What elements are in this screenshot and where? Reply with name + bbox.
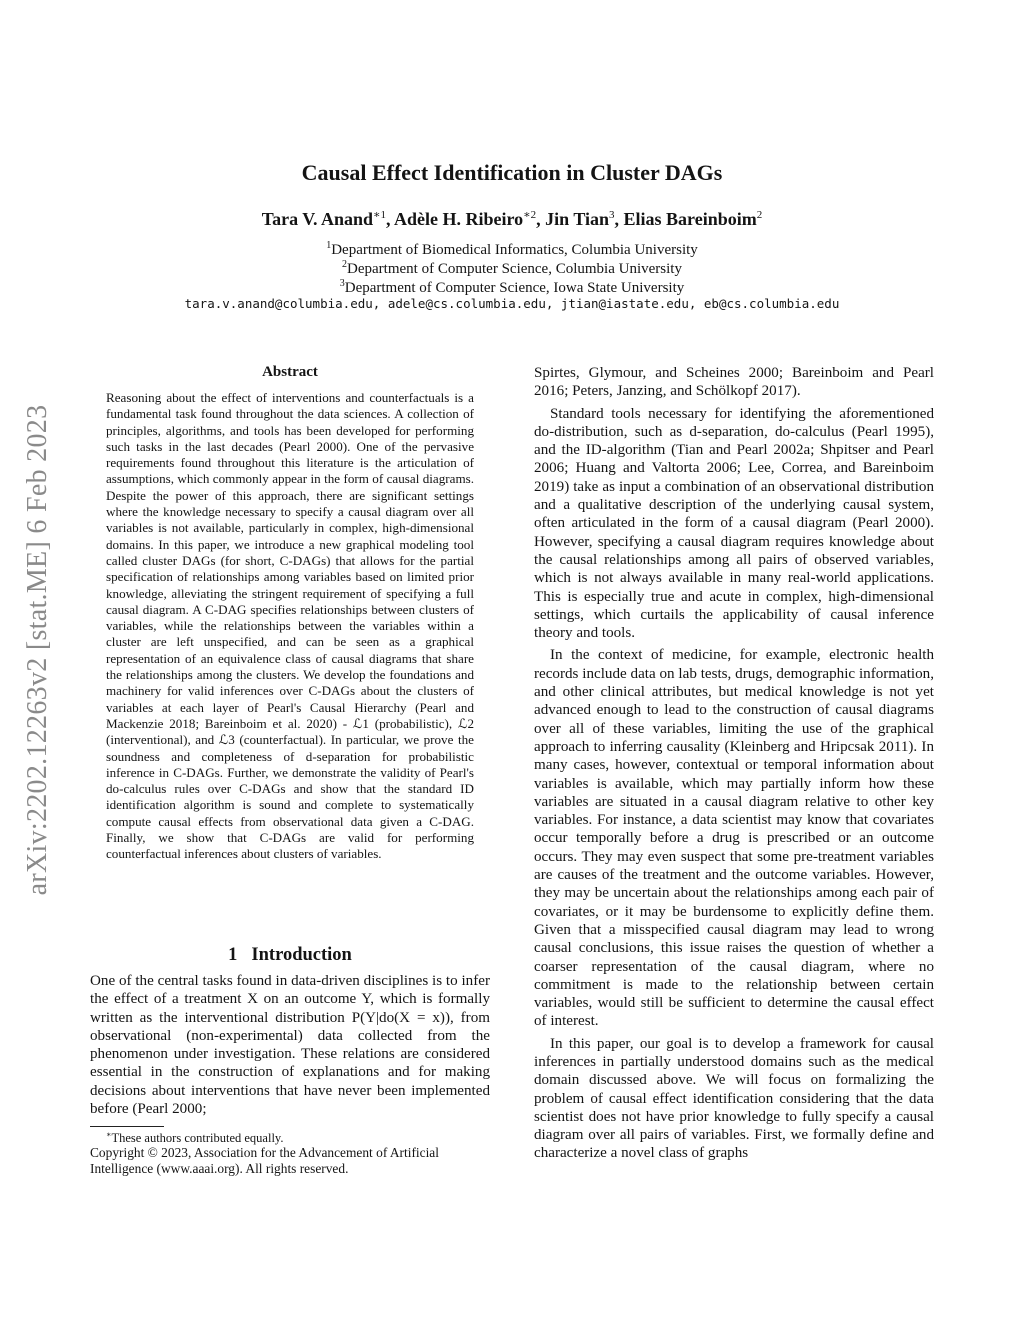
affiliation-number: 3 xyxy=(339,278,345,289)
intro-paragraph: In the context of medicine, for example, electronic health records include data on lab tests, drugs, demographic information, and other clinical attributes, but medical knowledge is not yet advanced enough to lead to the construction of causal diagrams over all of these variables, limiting the use of the graphical approach to inferring causality (Kleinberg and Hripcsak 2011). In many cases, however, contextual or temporal information about variables is available, which may partially inform how these variables are situated in a causal diagram relative to other key variables. For instance, a data scientist may know that covariates occur temporally before a drug is prescribed or an outcome occurs. They may even suspect that some pre-treatment variables are causes of the treatment and the outcome variables. However, they may be uncertain about the relationships among each pair of covariates, or it may be burdensome to explicitly define them. Given that a misspecified causal diagram may lead to wrong causal conclusions, this issue raises the question of whether a coarser representation of the causal diagram, where no commitment is made to the relationship between certain variables, would still be sufficient to determine the causal effect of interest. xyxy=(534,647,934,1030)
intro-paragraph-continued: Spirtes, Glymour, and Scheines 2000; Bareinboim and Pearl 2016; Peters, Janzing, and Schölkopf 2017). xyxy=(534,365,934,400)
affiliation xyxy=(0,240,1024,259)
affiliation-text: Department of Computer Science, Iowa State University xyxy=(344,280,685,296)
footnote xyxy=(106,1130,284,1146)
author-mark: ∗1 xyxy=(373,209,386,221)
affiliation-text: Department of Biomedical Informatics, Columbia University xyxy=(331,242,698,258)
author-mark: 2 xyxy=(756,209,763,221)
author-emails: tara.v.anand@columbia.edu, adele@cs.columbia.edu, jtian@iastate.edu, eb@cs.columbia.edu xyxy=(184,296,840,311)
affiliation-text: Department of Computer Science, Columbia University xyxy=(347,261,682,277)
footnote-text: These authors contributed equally. xyxy=(111,1131,284,1146)
right-column xyxy=(534,364,934,1167)
author-name: Elias Bareinboim xyxy=(623,209,757,229)
footnote-mark: ∗ xyxy=(106,1130,112,1139)
paper-title: Causal Effect Identification in Cluster DAGs xyxy=(301,160,723,185)
abstract-body: Reasoning about the effect of interventions and counterfactuals is a fundamental task found throughout the data sciences. A collection of principles, algorithms, and tools has been developed for performing such tasks in the last decades (Pearl 2000). One of the pervasive requirements found throughout this literature is the articulation of assumptions, which commonly appear in the form of causal diagrams. Despite the power of this approach, there are significant settings where the knowledge necessary to specify a causal diagram over all variables is not available, particularly in complex, high-dimensional domains. In this paper, we introduce a new graphical modeling tool called cluster DAGs (for short, C-DAGs) that allows for the partial specification of relationships among variables based on limited prior knowledge, alleviating the stringent requirement of specifying a full causal diagram. A C-DAG specifies relationships between clusters of variables, while the relationships between the variables within a cluster are left unspecified, and can be seen as a graphical representation of an equivalence class of causal diagrams that share the relationships among the clusters. We develop the foundations and machinery for valid inferences over C-DAGs about the clusters of variables at each layer of Pearl's Causal Hierarchy (Pearl and Mackenzie 2018; Bareinboim et al. 2020) - ℒ1 (probabilistic), ℒ2 (interventional), and ℒ3 (counterfactual). In particular, we prove the soundness and completeness of d-separation for probabilistic inference in C-DAGs. Further, we demonstrate the validity of Pearl's do-calculus rules over C-DAGs and show that the standard ID identification algorithm is sound and complete to systematically compute causal effects from observational data given a C-DAG. Finally, we show that C-DAGs are valid for performing counterfactual inferences about clusters of variables. xyxy=(106,390,474,862)
footnote-rule xyxy=(90,1126,164,1127)
author-name: Tara V. Anand xyxy=(261,209,373,229)
affiliation xyxy=(0,259,1024,278)
intro-paragraph: In this paper, our goal is to develop a framework for causal inferences in partially understood domains such as the medical domain discussed above. We will focus on formalizing the problem of causal effect identification considering that the data scientist does not have prior knowledge to fully specify a causal diagram over all pairs of variables. First, we formally define and characterize a novel class of graphs xyxy=(534,1035,934,1162)
affiliation xyxy=(0,278,1024,297)
affiliation-number: 1 xyxy=(326,240,332,251)
author-mark: ∗2 xyxy=(523,209,537,221)
author-list: Tara V. Anand$^{∗1}$, Adèle H. Ribeiro$^{∗2}$, Jin Tian$^3$, Elias Bareinboim$^2$ xyxy=(261,209,763,229)
affiliation-number: 2 xyxy=(342,259,348,270)
copyright-notice: Copyright © 2023, Association for the Advancement of Artificial Intelligence (www.aaai.org). All rights reserved. xyxy=(90,1145,439,1176)
section-title: Introduction xyxy=(251,945,352,965)
author-name: Jin Tian xyxy=(545,209,610,229)
author-name: Adèle H. Ribeiro xyxy=(394,209,524,229)
section-heading xyxy=(90,945,490,966)
intro-paragraph: One of the central tasks found in data-driven disciplines is to infer the effect of a treatment X on an outcome Y, which is formally written as the interventional distribution P(Y|do(X = x)), from observational (non-experimental) data collected from the phenomenon under investigation. These relations are considered essential in the construction of explanations and for making decisions about interventions that have never been implemented before (Pearl 2000; xyxy=(90,973,490,1118)
arxiv-stamp xyxy=(2,350,58,950)
intro-paragraph: Standard tools necessary for identifying the aforementioned do-distribution, such as d-separation, do-calculus (Pearl 1995), and the ID-algorithm (Tian and Pearl 2002a; Shpitser and Pearl 2006; Huang and Valtorta 2006; Lee, Correa, and Bareinboim 2019) take as input a combination of an observational distribution and a qualitative description of the underlying causal system, often articulated in the form of a causal diagram (Pearl 2000). However, specifying a causal diagram requires knowledge about the causal relationships among all pairs of observed variables, which is not always available in many real-world applications. This is especially true and acute in complex, high-dimensional settings, which curtails the applicability of causal inference theory and tools. xyxy=(534,405,934,642)
arxiv-identifier[interactable]: arXiv:2202.12263v2 [stat.ME] 6 Feb 2023 xyxy=(22,404,53,896)
author-mark: 3 xyxy=(609,209,615,221)
abstract-heading: Abstract xyxy=(262,364,318,380)
section-number: 1 xyxy=(228,945,238,965)
